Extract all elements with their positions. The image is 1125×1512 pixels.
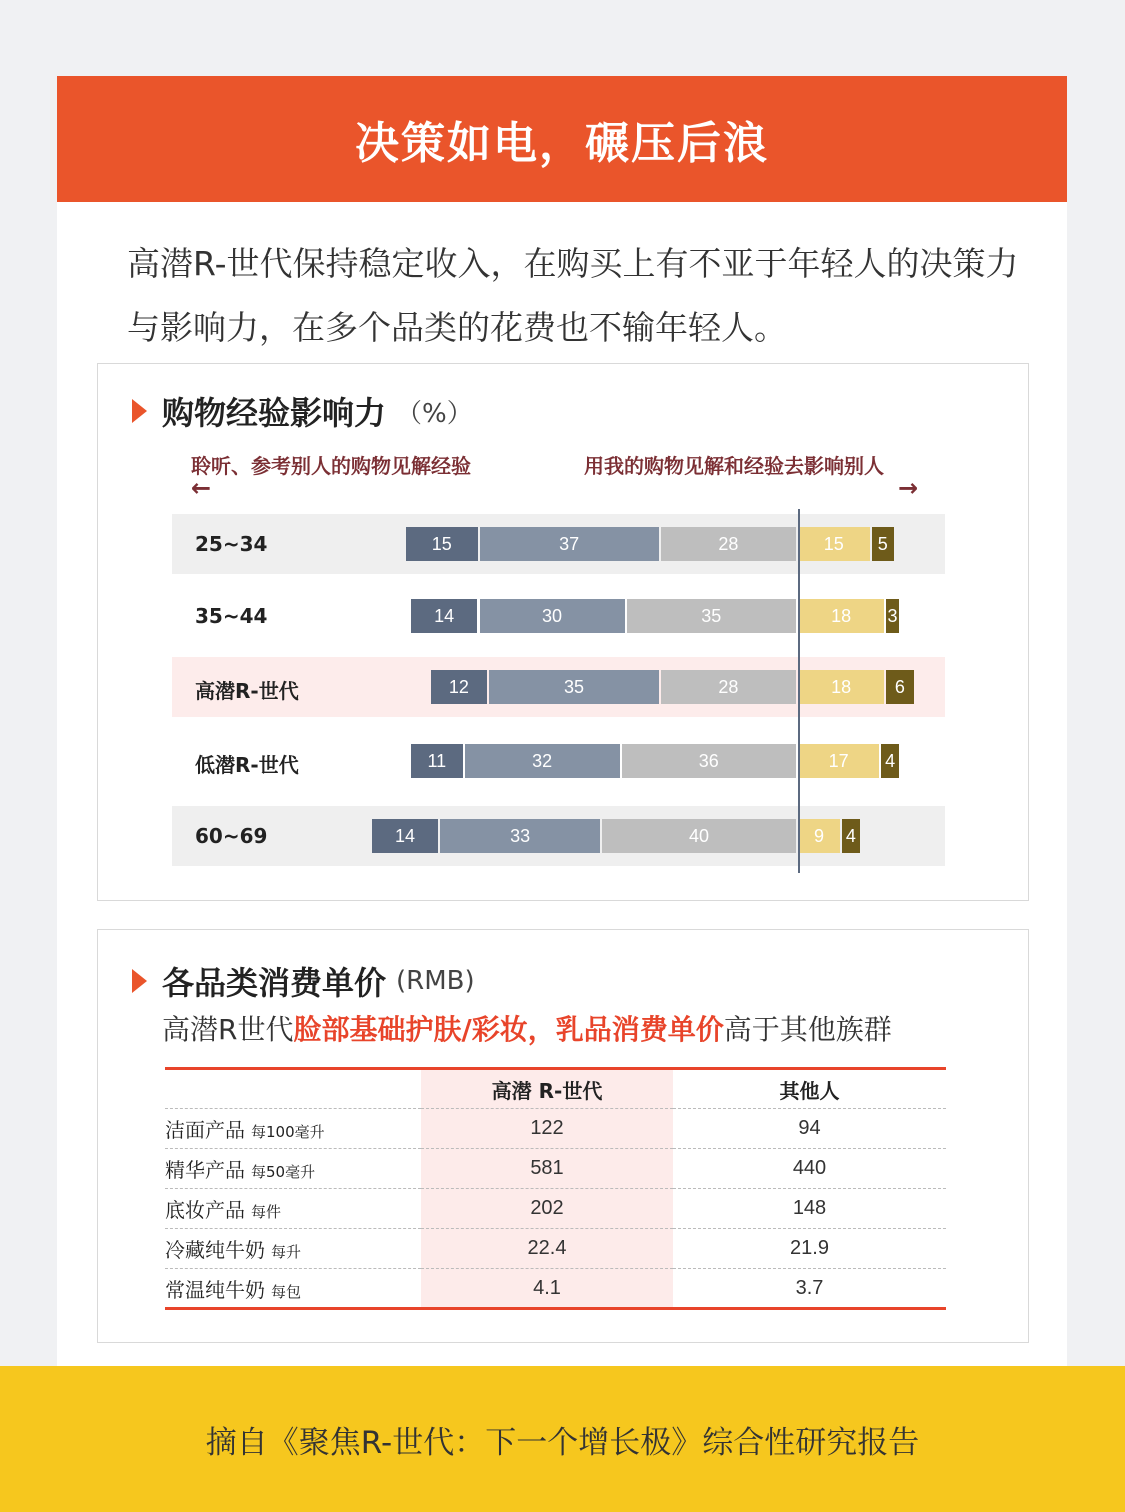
left-direction-label: 聆听、参考别人的购物见解经验 bbox=[191, 454, 471, 478]
table-row bbox=[165, 1189, 946, 1229]
product-name bbox=[165, 1149, 421, 1189]
value-high-potential: 22.4 bbox=[421, 1229, 673, 1269]
bar-segment: 36 bbox=[622, 744, 796, 778]
bar-segment: 5 bbox=[872, 527, 895, 561]
bar-segment: 28 bbox=[661, 527, 796, 561]
header-others: 其他人 bbox=[673, 1069, 946, 1109]
bar-segment: 15 bbox=[406, 527, 478, 561]
product-label: 底妆产品 bbox=[165, 1198, 245, 1222]
triangle-marker-icon bbox=[132, 399, 147, 423]
category-label: 35~44 bbox=[195, 604, 268, 628]
bar-segment: 9 bbox=[798, 819, 840, 853]
bar-segment: 30 bbox=[480, 599, 625, 633]
bar-segment: 15 bbox=[798, 527, 870, 561]
category-label: 高潜R-世代 bbox=[195, 679, 299, 703]
product-unit: 每包 bbox=[271, 1282, 302, 1301]
table-body bbox=[165, 1109, 946, 1309]
bar-segment: 37 bbox=[480, 527, 659, 561]
product-unit: 每件 bbox=[251, 1203, 282, 1221]
category-label: 低潜R-世代 bbox=[195, 753, 299, 777]
bar-segment: 40 bbox=[602, 819, 796, 853]
category-label: 60~69 bbox=[195, 824, 268, 848]
product-unit: 每50毫升 bbox=[251, 1163, 316, 1181]
bar-segment: 6 bbox=[886, 670, 913, 704]
bar-segment: 35 bbox=[489, 670, 659, 704]
summary-highlight: 脸部基础护肤/彩妆，乳品消费单价 bbox=[293, 1013, 724, 1046]
influence-chart-panel bbox=[97, 363, 1029, 901]
center-divider bbox=[798, 509, 800, 873]
summary-prefix: 高潜R世代 bbox=[162, 1013, 294, 1046]
value-others: 148 bbox=[673, 1189, 946, 1229]
bar-segment: 4 bbox=[881, 744, 899, 778]
bar-segment: 14 bbox=[411, 599, 478, 633]
bar-segment: 32 bbox=[465, 744, 620, 778]
source-footer bbox=[0, 1366, 1125, 1512]
price-summary bbox=[162, 1008, 892, 1048]
product-label: 常温纯牛奶 bbox=[165, 1277, 265, 1302]
intro-text: 高潜R-世代保持稳定收入，在购买上有不亚于年轻人的决策力与影响力，在多个品类的花费也不输年轻人。 bbox=[127, 244, 1019, 347]
product-name bbox=[165, 1189, 421, 1229]
right-direction-label: 用我的购物见解和经验去影响别人 bbox=[584, 454, 884, 478]
table-row bbox=[165, 1269, 946, 1309]
value-high-potential: 202 bbox=[421, 1189, 673, 1229]
product-label: 冷藏纯牛奶 bbox=[165, 1238, 265, 1262]
price-table bbox=[165, 1067, 946, 1310]
value-others: 21.9 bbox=[673, 1229, 946, 1269]
title-banner bbox=[57, 76, 1067, 202]
table-row bbox=[165, 1229, 946, 1269]
bar-segment: 28 bbox=[661, 670, 796, 704]
product-label: 精华产品 bbox=[165, 1158, 245, 1182]
right-arrow-icon: → bbox=[898, 474, 919, 502]
value-high-potential: 122 bbox=[421, 1109, 673, 1149]
bar-segment: 18 bbox=[798, 599, 884, 633]
value-high-potential: 4.1 bbox=[421, 1269, 673, 1309]
section-heading bbox=[132, 388, 473, 434]
price-panel bbox=[97, 929, 1029, 1343]
value-others: 440 bbox=[673, 1149, 946, 1189]
value-others: 94 bbox=[673, 1109, 946, 1149]
bar-segment: 35 bbox=[627, 599, 797, 633]
bar-segment: 11 bbox=[411, 744, 463, 778]
page-title: 决策如电，碾压后浪 bbox=[355, 118, 769, 169]
bar-segment: 14 bbox=[372, 819, 439, 853]
section-heading bbox=[132, 958, 475, 1004]
bar-segment: 17 bbox=[798, 744, 879, 778]
bar-segment: 33 bbox=[440, 819, 600, 853]
bar-segment: 18 bbox=[798, 670, 884, 704]
value-others: 3.7 bbox=[673, 1269, 946, 1309]
header-high-potential: 高潜 R-世代 bbox=[421, 1069, 673, 1109]
section-unit: （%） bbox=[396, 398, 473, 429]
bar-segment: 4 bbox=[842, 819, 860, 853]
bar-segment: 12 bbox=[431, 670, 488, 704]
category-label: 25~34 bbox=[195, 532, 268, 556]
table-row bbox=[165, 1149, 946, 1189]
product-unit: 每升 bbox=[271, 1243, 302, 1261]
product-name bbox=[165, 1109, 421, 1149]
table-row bbox=[165, 1109, 946, 1149]
section-title: 各品类消费单价 bbox=[162, 964, 387, 1002]
left-arrow-icon: ← bbox=[191, 474, 212, 502]
header-blank bbox=[165, 1069, 421, 1109]
product-unit: 每100毫升 bbox=[251, 1123, 325, 1141]
value-high-potential: 581 bbox=[421, 1149, 673, 1189]
bar-segment: 3 bbox=[886, 599, 899, 633]
section-unit: (RMB) bbox=[396, 966, 475, 996]
content-card bbox=[57, 76, 1067, 1366]
triangle-marker-icon bbox=[132, 969, 147, 993]
product-label: 洁面产品 bbox=[165, 1118, 245, 1142]
product-name bbox=[165, 1229, 421, 1269]
summary-suffix: 高于其他族群 bbox=[723, 1013, 892, 1046]
source-text: 摘自《聚焦R-世代：下一个增长极》综合性研究报告 bbox=[205, 1424, 920, 1461]
table-header-row bbox=[165, 1069, 946, 1109]
product-name bbox=[165, 1269, 421, 1309]
section-title: 购物经验影响力 bbox=[162, 394, 387, 432]
